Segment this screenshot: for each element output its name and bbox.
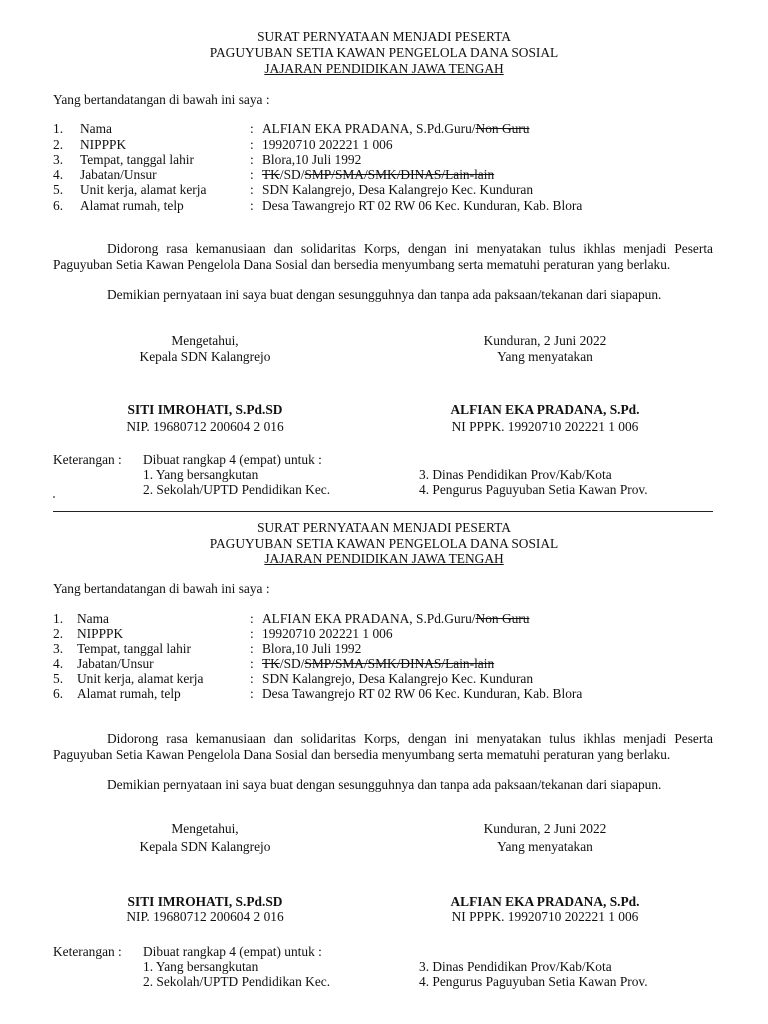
note-text: Dibuat rangkap 4 (empat) untuk :: [143, 944, 322, 959]
title-line-3: JAJARAN PENDIDIKAN JAWA TENGAH: [264, 551, 504, 566]
field-label: NIPPPK: [80, 137, 127, 152]
field-value: Blora,10 Juli 1992: [262, 152, 362, 167]
field-label: Tempat, tanggal lahir: [80, 152, 194, 167]
statement-paragraph: Didorong rasa kemanusiaan dan solidaritas Korps, dengan ini menyatakan tulus ikhlas menjadi Peserta Paguyuban Setia Kawan Pengelola Dana Sosial dan bersedia menyumbang serta mematuhi peraturan yang berlaku.: [53, 731, 713, 762]
place-date: Kunduran, 2 Juni 2022: [483, 821, 607, 836]
recipient-item: 2. Sekolah/UPTD Pendidikan Kec.: [143, 482, 331, 497]
field-value: Desa Tawangrejo RT 02 RW 06 Kec. Kunduran, Kab. Blora: [262, 198, 583, 213]
recipient-item: 3. Dinas Pendidikan Prov/Kab/Kota: [419, 959, 612, 974]
field-label: Unit kerja, alamat kerja: [80, 182, 207, 197]
field-value: 19920710 202221 1 006: [262, 137, 393, 152]
note-text: Dibuat rangkap 4 (empat) untuk :: [143, 452, 322, 467]
field-value: TK/SD/SMP/SMA/SMK/DINAS/Lain-lain: [262, 167, 495, 182]
field-label: Jabatan/Unsur: [77, 656, 154, 671]
place-date: Kunduran, 2 Juni 2022: [483, 333, 607, 348]
statement-copy-2: SURAT PERNYATAAN MENJADI PESERTA PAGUYUBAN SETIA KAWAN PENGELOLA DANA SOSIAL JAJARAN PENDIDIKAN JAWA TENGAH Yang bertandatangan di bawah ini saya : 1. Nama : ALFIAN EKA PRADANA, S.Pd.Guru/Non Guru 2. NIPPPK : 19920710 202221 1 006 3. Tempat, tanggal lahir : Blora,10 Juli 1992 4. Jabatan/Unsur : TK/SD/SMP/SMA/SMK/DINAS/Lain-lain 5. Unit kerja, alamat kerja : SDN Kalangrejo, Desa Kalangrejo Kec. Kunduran 6. Alamat rumah, telp : Desa Tawangrejo RT 02 RW 06 Kec. Kunduran, Kab. Blora Didorong rasa kemanusiaan dan solidaritas Korps, dengan ini menyatakan tulus ikhlas menjadi Peserta Paguyuban Setia Kawan Pengelola Dana Sosial dan bersedia menyumbang serta mematuhi peraturan yang berlaku. Demikian pernyataan ini saya buat dengan sesungguhnya dan tanpa ada paksaan/tekanan dari siapapun. Mengetahui, Kepala SDN Kalangrejo SITI IMROHATI, S.Pd.SD NIP. 19680712 200604 2 016 Kunduran, 2 Juni 2022 Yang menyatakan ALFIAN EKA PRADANA, S.Pd. NI PPPK. 19920710 202221 1 006 Keterangan : Dibuat rangkap 4 (empat) untuk : 1. Yang bersangkutan 2. Sekolah/UPTD Pendidikan Kec. 3. Dinas Pendidikan Prov/Kab/Kota 4. Pengurus Paguyuban Setia Kawan Prov.: [0, 492, 768, 992]
title-line-1: SURAT PERNYATAAN MENJADI PESERTA: [257, 520, 511, 535]
recipient-item: 2. Sekolah/UPTD Pendidikan Kec.: [143, 974, 331, 989]
declarant-label: Yang menyatakan: [497, 839, 593, 854]
acknowledged-label: Mengetahui,: [171, 821, 239, 836]
title-line-3: JAJARAN PENDIDIKAN JAWA TENGAH: [264, 61, 504, 76]
field-value: SDN Kalangrejo, Desa Kalangrejo Kec. Kunduran: [262, 182, 534, 197]
principal-title: Kepala SDN Kalangrejo: [139, 349, 271, 364]
title-line-2: PAGUYUBAN SETIA KAWAN PENGELOLA DANA SOSIAL: [209, 536, 559, 551]
declarant-label: Yang menyatakan: [497, 349, 593, 364]
principal-nip: NIP. 19680712 200604 2 016: [126, 419, 284, 434]
principal-nip: NIP. 19680712 200604 2 016: [126, 909, 284, 924]
recipient-item: 4. Pengurus Paguyuban Setia Kawan Prov.: [419, 482, 648, 497]
acknowledged-label: Mengetahui,: [171, 333, 239, 348]
intro-text: Yang bertandatangan di bawah ini saya :: [53, 581, 270, 596]
field-value: SDN Kalangrejo, Desa Kalangrejo Kec. Kunduran: [262, 671, 534, 686]
declarant-nip: NI PPPK. 19920710 202221 1 006: [451, 909, 639, 924]
recipient-item: 4. Pengurus Paguyuban Setia Kawan Prov.: [419, 974, 648, 989]
field-label: NIPPPK: [77, 626, 124, 641]
recipient-item: 1. Yang bersangkutan: [143, 959, 259, 974]
declarant-name: ALFIAN EKA PRADANA, S.Pd.: [450, 894, 640, 909]
title-line-2: PAGUYUBAN SETIA KAWAN PENGELOLA DANA SOSIAL: [209, 45, 559, 60]
field-label: Nama: [77, 611, 109, 626]
field-value: ALFIAN EKA PRADANA, S.Pd.Guru/Non Guru: [262, 611, 530, 626]
field-label: Tempat, tanggal lahir: [77, 641, 191, 656]
statement-copy-1: SURAT PERNYATAAN MENJADI PESERTA PAGUYUBAN SETIA KAWAN PENGELOLA DANA SOSIAL JAJARAN PENDIDIKAN JAWA TENGAH Yang bertandatangan di bawah ini saya : 1. Nama : ALFIAN EKA PRADANA, S.Pd.Guru/Non Guru 2. NIPPPK : 19920710 202221 1 006 3. Tempat, tanggal lahir : Blora,10 Juli 1992 4. Jabatan/Unsur : TK/SD/SMP/SMA/SMK/DINAS/Lain-lain 5. Unit kerja, alamat kerja : SDN Kalangrejo, Desa Kalangrejo Kec. Kunduran 6. Alamat rumah, telp : Desa Tawangrejo RT 02 RW 06 Kec. Kunduran, Kab. Blora Didorong rasa kemanusiaan dan solidaritas Korps, dengan ini menyatakan tulus ikhlas menjadi Peserta Paguyuban Setia Kawan Pengelola Dana Sosial dan bersedia menyumbang serta mematuhi peraturan yang berlaku. Demikian pernyataan ini saya buat dengan sesungguhnya dan tanpa ada paksaan/tekanan dari siapapun. Mengetahui, Kepala SDN Kalangrejo SITI IMROHATI, S.Pd.SD NIP. 19680712 200604 2 016 Kunduran, 2 Juni 2022 Yang menyatakan ALFIAN EKA PRADANA, S.Pd. NI PPPK. 19920710 202221 1 006 Keterangan : Dibuat rangkap 4 (empat) untuk : 1. Yang bersangkutan 2. Sekolah/UPTD Pendidikan Kec. 3. Dinas Pendidikan Prov/Kab/Kota 4. Pengurus Paguyuban Setia Kawan Prov.: [0, 0, 768, 500]
recipient-item: 1. Yang bersangkutan: [143, 467, 259, 482]
recipient-item: 3. Dinas Pendidikan Prov/Kab/Kota: [419, 467, 612, 482]
field-label: Alamat rumah, telp: [80, 198, 184, 213]
field-label: Unit kerja, alamat kerja: [77, 671, 204, 686]
field-value: TK/SD/SMP/SMA/SMK/DINAS/Lain-lain: [262, 656, 495, 671]
field-label: Alamat rumah, telp: [77, 686, 181, 701]
field-label: Nama: [80, 121, 112, 136]
field-value: 19920710 202221 1 006: [262, 626, 393, 641]
title-line-1: SURAT PERNYATAAN MENJADI PESERTA: [257, 29, 511, 44]
field-label: Jabatan/Unsur: [80, 167, 157, 182]
principal-name: SITI IMROHATI, S.Pd.SD: [127, 894, 283, 909]
field-value: Blora,10 Juli 1992: [262, 641, 362, 656]
declarant-nip: NI PPPK. 19920710 202221 1 006: [451, 419, 639, 434]
field-value: ALFIAN EKA PRADANA, S.Pd.Guru/Non Guru: [262, 121, 530, 136]
declarant-name: ALFIAN EKA PRADANA, S.Pd.: [450, 402, 640, 417]
closing-paragraph: Demikian pernyataan ini saya buat dengan sesungguhnya dan tanpa ada paksaan/tekanan dari siapapun.: [107, 777, 662, 792]
note-label: Keterangan :: [53, 452, 122, 467]
note-label: Keterangan :: [53, 944, 122, 959]
intro-text: Yang bertandatangan di bawah ini saya :: [53, 92, 270, 107]
principal-title: Kepala SDN Kalangrejo: [139, 839, 271, 854]
field-value: Desa Tawangrejo RT 02 RW 06 Kec. Kunduran, Kab. Blora: [262, 686, 583, 701]
principal-name: SITI IMROHATI, S.Pd.SD: [127, 402, 283, 417]
statement-paragraph: Didorong rasa kemanusiaan dan solidaritas Korps, dengan ini menyatakan tulus ikhlas menjadi Peserta Paguyuban Setia Kawan Pengelola Dana Sosial dan bersedia menyumbang serta mematuhi peraturan yang berlaku.: [53, 241, 713, 272]
closing-paragraph: Demikian pernyataan ini saya buat dengan sesungguhnya dan tanpa ada paksaan/tekanan dari siapapun.: [107, 287, 662, 302]
